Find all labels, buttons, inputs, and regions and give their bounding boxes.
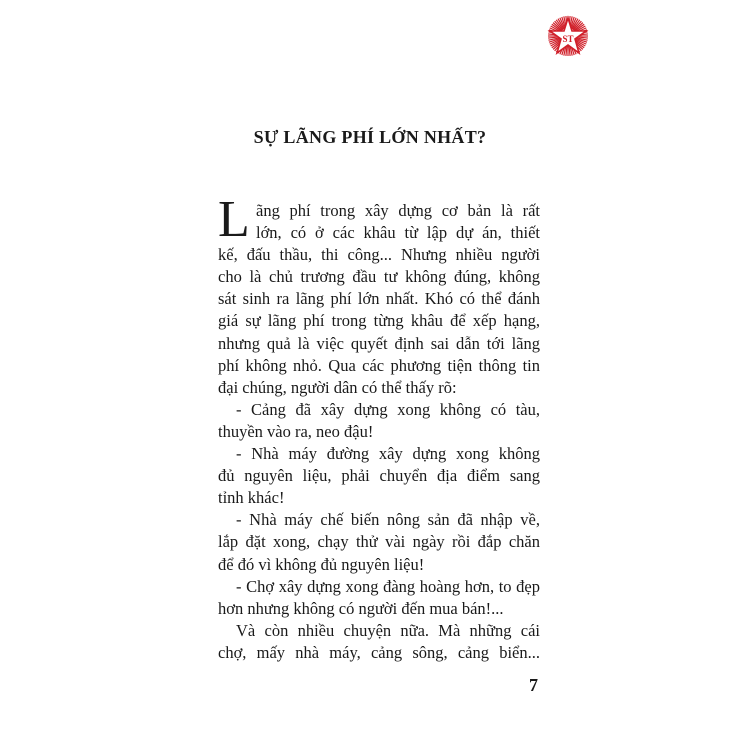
page-number: 7 [529,675,538,695]
text-line: chợ, mấy nhà máy, cảng sông, cảng biển... [218,642,540,662]
text-line: sát sinh ra lãng phí lớn nhất. Khó có thể đánh [218,289,540,309]
text-line: Và còn nhiều chuyện nữa. Mà những cái [236,620,540,640]
publisher-logo-icon [546,14,590,58]
text-line: nhưng quả là việc quyết định sai dẫn tới lãng [218,333,540,353]
svg-text:ST: ST [562,34,574,44]
text-line: - Cảng đã xây dựng xong không có tàu, [236,399,540,419]
text-line: phí không nhỏ. Qua các phương tiện thông tin [218,355,540,375]
text-line: - Nhà máy chế biến nông sản đã nhập về, [236,510,540,530]
text-line: lắp đặt xong, chạy thử vài ngày rồi đắp chăn [218,532,540,552]
text-line: đủ nguyên liệu, phải chuyển địa điểm sang [218,466,540,486]
text-line: thuyền vào ra, neo đậu! [218,421,374,441]
text-line: lớn, có ở các khâu từ lập dự án, thiết [256,223,540,243]
text-line: cho là chủ trương đầu tư không đúng, không [218,267,540,287]
text-line: giá sự lãng phí trong từng khâu để xếp hạng, [218,311,540,331]
text-line: - Chợ xây dựng xong đàng hoàng hơn, to đẹp [236,576,540,596]
text-line: - Nhà máy đường xây dựng xong không [236,444,540,464]
text-line: đại chúng, người dân có thể thấy rõ: [218,377,457,397]
text-line: tỉnh khác! [218,488,285,508]
body-text [218,191,540,664]
drop-cap: L [218,191,250,248]
page-title: SỰ LÃNG PHÍ LỚN NHẤT? [253,127,487,147]
text-line: để đó vì không đủ nguyên liệu! [218,554,425,574]
text-line: kế, đấu thầu, thi công... Nhưng nhiều người [218,245,540,265]
text-line: hơn nhưng không có người đến mua bán!... [218,598,504,618]
text-line: ãng phí trong xây dựng cơ bản là rất [256,201,540,220]
